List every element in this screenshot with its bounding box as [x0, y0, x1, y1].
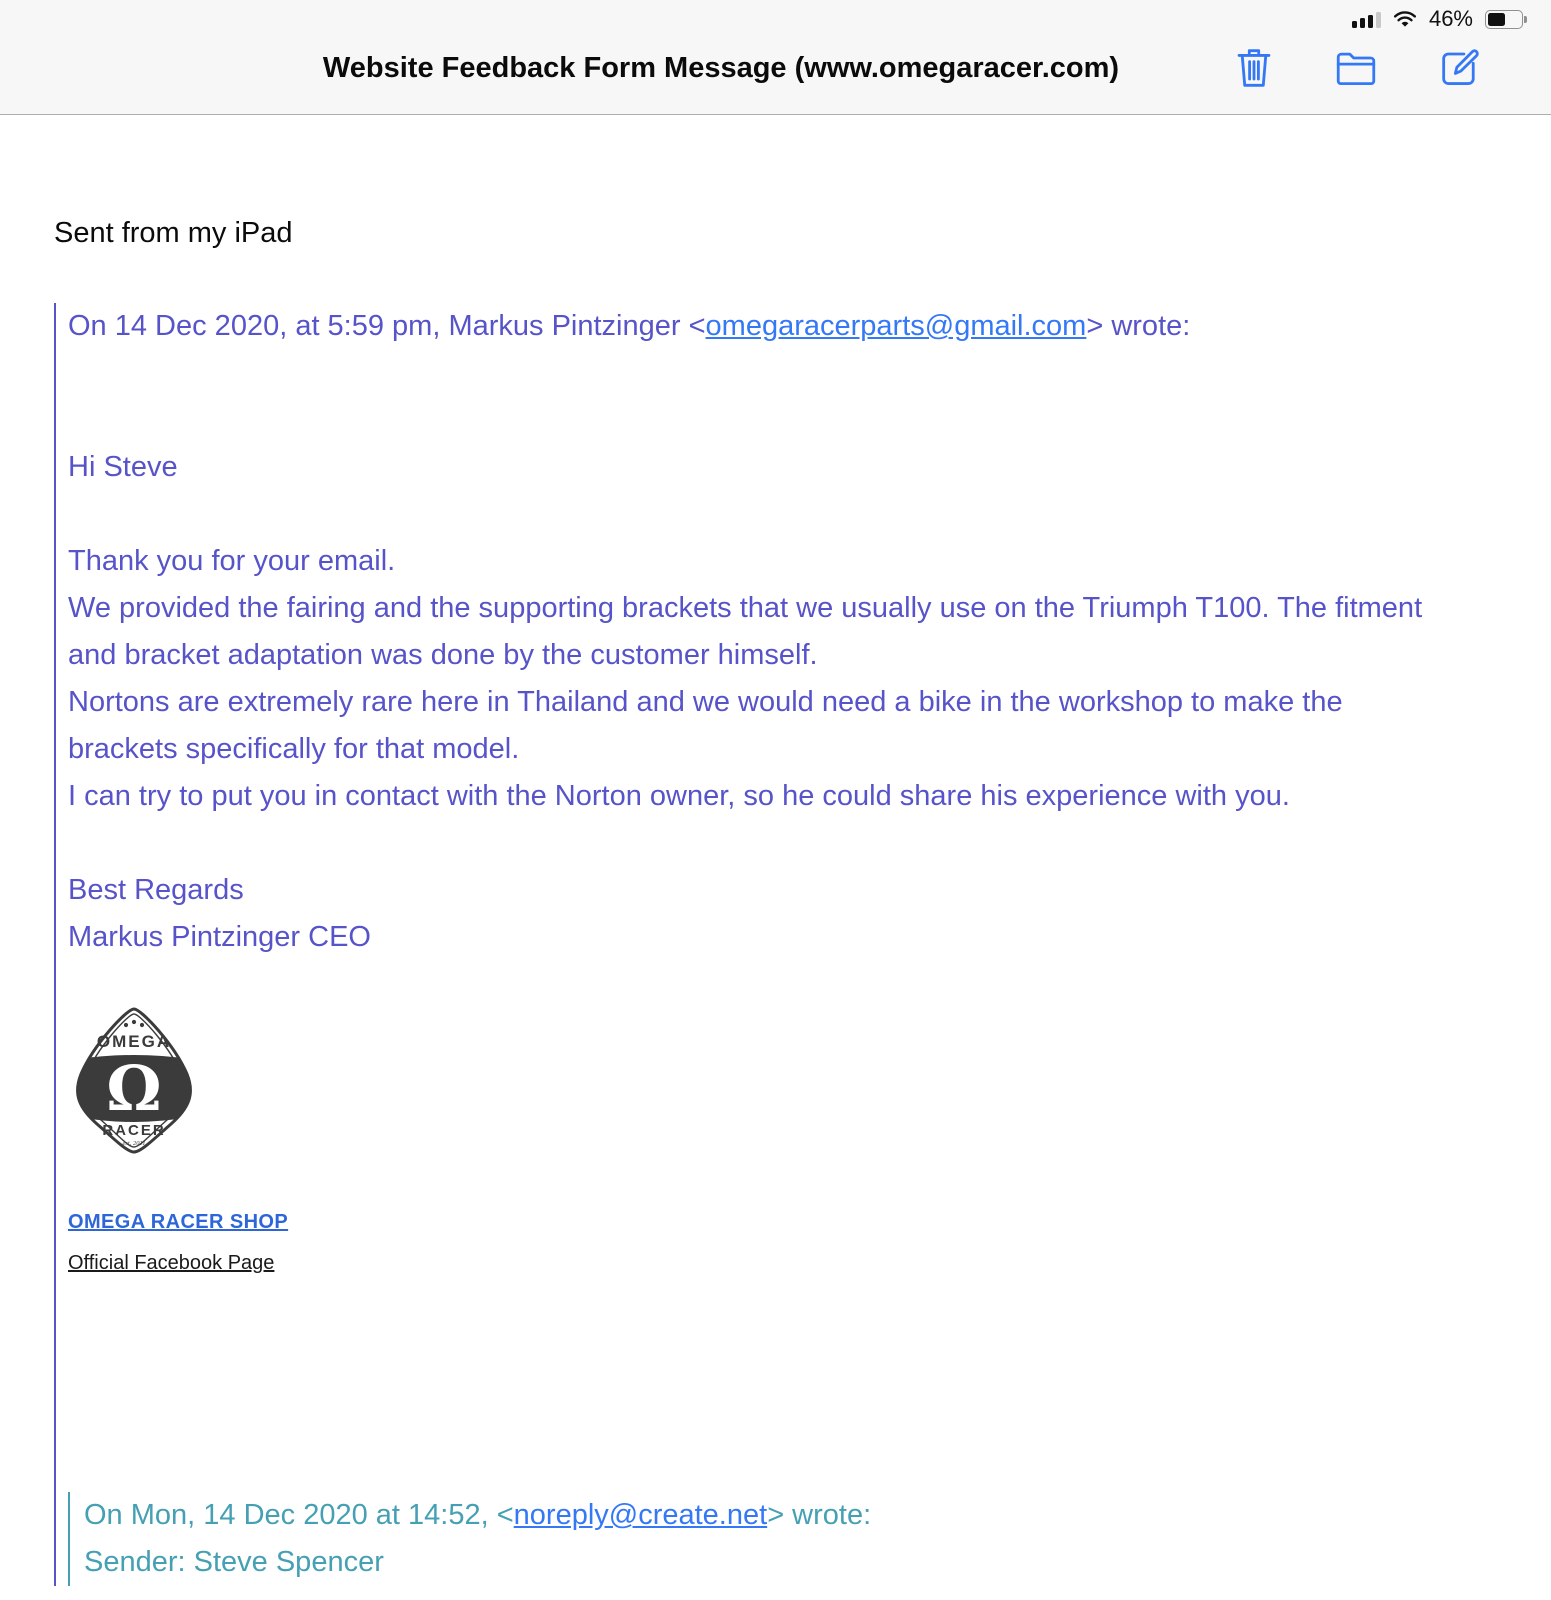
body-paragraph-2: We provided the fairing and the supporting brackets that we usually use on the Triumph T100. The fitment and bracket adaptation was done by the customer himself.	[68, 592, 1423, 671]
omega-racer-logo	[68, 1004, 200, 1156]
closing-line-2: Markus Pintzinger CEO	[68, 921, 371, 953]
signature-closing	[68, 867, 1444, 961]
logo-omega-glyph: Ω	[106, 1052, 162, 1125]
body-paragraph-1: Thank you for your email.	[68, 545, 396, 577]
cellular-signal-icon	[1352, 10, 1381, 28]
body-paragraph-4: I can try to put you in contact with the Norton owner, so he could share his experience with you.	[68, 780, 1290, 812]
quote2-attribution	[84, 1492, 1444, 1539]
logo-bottom-text: RACER	[102, 1122, 166, 1139]
quote2-sender-line: Sender: Steve Spencer	[84, 1546, 384, 1578]
body-paragraph-3: Nortons are extremely rare here in Thailand and we would need a bike in the workshop to make the brackets specifically for that model.	[68, 686, 1343, 765]
noreply-email-link[interactable]: noreply@create.net	[513, 1499, 768, 1531]
email-subject-title: Website Feedback Form Message (www.omegaracer.com)	[322, 52, 1120, 84]
logo-top-text: OMEGA	[96, 1032, 172, 1051]
email-body	[0, 210, 1551, 1586]
quote2-attribution-prefix: On Mon, 14 Dec 2020 at 14:52, <	[84, 1499, 514, 1531]
facebook-page-link[interactable]: Official Facebook Page	[68, 1252, 275, 1274]
status-indicators	[1352, 6, 1523, 32]
compose-icon[interactable]	[1439, 47, 1481, 89]
greeting-line: Hi Steve	[68, 451, 178, 483]
mail-nav-bar	[0, 34, 1551, 114]
quoted-reply-level-1	[54, 303, 1444, 1586]
battery-icon	[1485, 10, 1523, 29]
trash-icon[interactable]	[1235, 46, 1273, 90]
quote1-attribution	[68, 303, 1444, 350]
closing-line-1: Best Regards	[68, 874, 244, 906]
mail-toolbar	[1235, 46, 1481, 90]
logo-est-text: est. 2011	[122, 1140, 146, 1147]
quote1-attribution-suffix: > wrote:	[1086, 310, 1191, 342]
quoted-reply-level-2	[68, 1492, 1444, 1586]
status-bar	[0, 0, 1551, 34]
battery-percent-label: 46%	[1428, 6, 1473, 31]
quote2-attribution-suffix: > wrote:	[767, 1499, 872, 1531]
wifi-icon	[1393, 10, 1417, 28]
quote1-attribution-prefix: On 14 Dec 2020, at 5:59 pm, Markus Pintzinger <	[68, 310, 706, 342]
sent-from-line: Sent from my iPad	[54, 217, 293, 249]
signature-links	[68, 1196, 1444, 1277]
sender-email-link[interactable]: omegaracerparts@gmail.com	[705, 310, 1087, 342]
top-chrome	[0, 0, 1551, 115]
folder-icon[interactable]	[1335, 51, 1377, 85]
omega-racer-shop-link[interactable]: OMEGA RACER SHOP	[68, 1211, 289, 1233]
